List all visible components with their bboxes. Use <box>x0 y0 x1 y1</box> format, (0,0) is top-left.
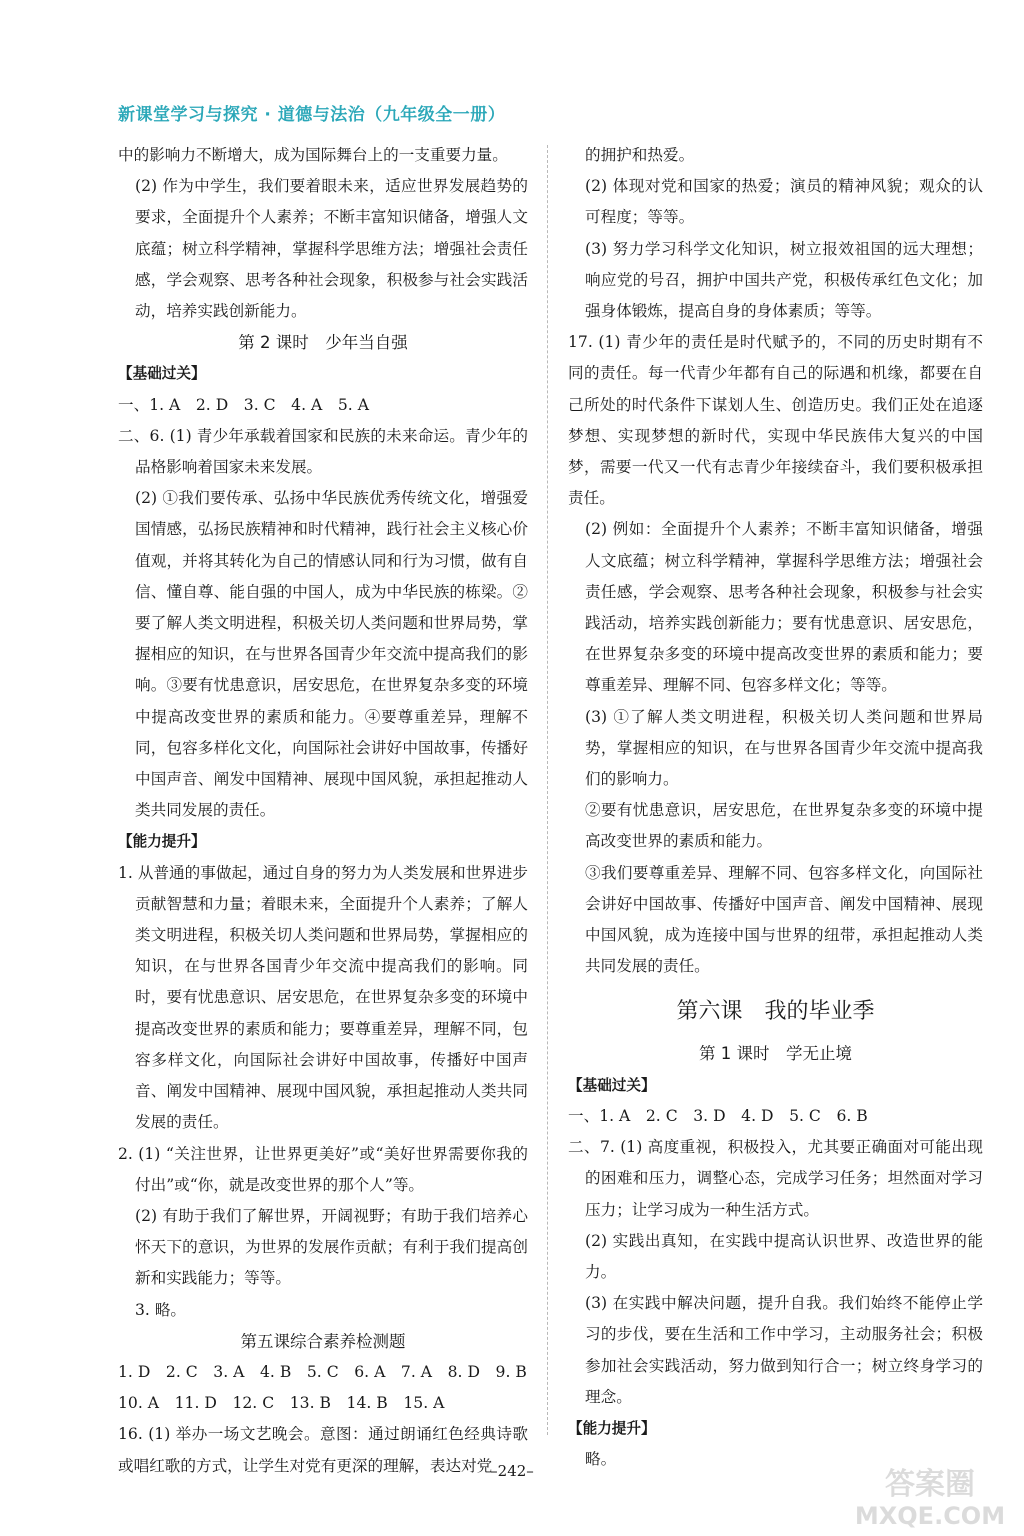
section-title: 第 1 课时 学无止境 <box>699 1044 852 1064</box>
paragraph: 一、1. A 2. D 3. C 4. A 5. A <box>118 395 369 414</box>
chapter-title: 第六课 我的毕业季 <box>676 999 875 1025</box>
paragraph: 中的影响力不断增大，成为国际舞台上的一支重要力量。 <box>118 146 508 164</box>
paragraph: 1. D 2. C 3. A 4. B 5. C 6. A 7. A 8. D 9. B <box>118 1362 527 1381</box>
paragraph: 16. (1) 举办一场文艺晚会。意图：通过朗诵红色经典诗歌或唱红歌的方式，让学生对党有更深的理解，表达对党 <box>118 1425 528 1475</box>
paragraph: 二、6. (1) 青少年承载着国家和民族的未来命运。青少年的品格影响着国家未来发展。 <box>118 426 528 477</box>
page-header: 新课堂学习与探究 · 道德与法治（九年级全一册） <box>118 105 506 125</box>
svg-text:答案圈: 答案圈 <box>885 1467 975 1502</box>
paragraph: 略。 <box>585 1450 617 1469</box>
paragraph: 1. 从普通的事做起，通过自身的努力为人类发展和世界进步贡献智慧和力量；着眼未来，全面提升个人素养；了解人类文明进程，积极关切人类问题和世界局势，掌握相应的知识，在与世界各国青少年交流中提高我们的影响。同时，要有忧患意识、居安思危，在世界复杂多变的环境中提高改变世界的素质和能力；要尊重差异，理解不同，包容多样文化，向国际社会讲好中国故事，传播好中国声音、阐发中国精神、展现中国风貌，承担起推动人类共同发展的责任。 <box>118 863 528 1132</box>
paragraph: 二、7. (1) 高度重视，积极投入，尤其要正确面对可能出现的困难和压力，调整心态，完成学习任务；坦然面对学习压力；让学习成为一种生活方式。 <box>568 1138 983 1219</box>
watermark-logo <box>840 1460 1020 1532</box>
paragraph: 10. A 11. D 12. C 13. B 14. B 15. A <box>118 1394 445 1413</box>
paragraph: (2) 作为中学生，我们要着眼未来，适应世界发展趋势的要求，全面提升个人素养；不断丰富知识储备，增强人文底蕴；树立科学精神，掌握科学思维方法；增强社会责任感，学会观察、思考各种社会现象，积极参与社会实践活动，培养实践创新能力。 <box>135 177 528 321</box>
svg-text:MXQE.COM: MXQE.COM <box>854 1502 1006 1530</box>
paragraph: ③我们要尊重差异、理解不同、包容多样文化，向国际社会讲好中国故事、传播好中国声音、阐发中国精神、展现中国风貌，成为连接中国与世界的纽带，承担起推动人类共同发展的责任。 <box>585 863 983 976</box>
paragraph: (2) ①我们要传承、弘扬中华民族优秀传统文化，增强爱国情感，弘扬民族精神和时代精神，践行社会主义核心价值观，并将其转化为自己的情感认同和行为习惯，做有自信、懂自尊、能自强的中国人，成为中华民族的栋梁。②要了解人类文明进程，积极关切人类问题和世界局势，掌握相应的知识，在与世界各国青少年交流中提高我们的影响。③要有忧患意识，居安思危，在世界复杂多变的环境中提高改变世界的素质和能力。④要尊重差异，理解不同，包容多样化文化，向国际社会讲好中国故事，传播好中国声音、阐发中国精神、展现中国风貌，承担起推动人类共同发展的责任。 <box>135 489 528 820</box>
paragraph: (3) 在实践中解决问题，提升自我。我们始终不能停止学习的步伐，要在生活和工作中学习，主动服务社会；积极参加社会实践活动，努力做到知行合一；树立终身学习的理念。 <box>585 1294 983 1406</box>
paragraph: ②要有忧患意识，居安思危，在世界复杂多变的环境中提高改变世界的素质和能力。 <box>585 801 983 851</box>
paragraph: (2) 有助于我们了解世界，开阔视野；有助于我们培养心怀天下的意识，为世界的发展作贡献；有利于我们提高创新和实践能力；等等。 <box>135 1206 528 1288</box>
paragraph: 2. (1) “关注世界，让世界更美好”或“美好世界需要你我的付出”或“你，就是改变世界的那个人”等。 <box>118 1144 528 1194</box>
section-title: 第 2 课时 少年当自强 <box>238 333 408 353</box>
column-divider <box>547 145 548 1435</box>
section-tag: 【能力提升】 <box>568 1419 656 1437</box>
right-column <box>568 140 983 1475</box>
paragraph: (3) 努力学习科学文化知识，树立报效祖国的远大理想；响应党的号召，拥护中国共产党，积极传承红色文化；加强身体锻炼，提高自身的身体素质；等等。 <box>585 239 983 321</box>
paragraph: 3. 略。 <box>135 1300 187 1319</box>
section-tag: 【能力提升】 <box>118 833 206 851</box>
paragraph: (3) ①了解人类文明进程，积极关切人类问题和世界局势，掌握相应的知识，在与世界各国青少年交流中提高我们的影响力。 <box>585 707 983 789</box>
paragraph: (2) 实践出真知，在实践中提高认识世界、改造世界的能力。 <box>585 1231 983 1281</box>
page-number: –242– <box>490 1462 534 1480</box>
paragraph: 的拥护和热爱。 <box>585 146 695 164</box>
section-title: 第五课综合素养检测题 <box>240 1331 406 1351</box>
section-tag: 【基础过关】 <box>568 1076 656 1094</box>
paragraph: (2) 体现对党和国家的热爱；演员的精神风貌；观众的认可程度；等等。 <box>585 177 983 227</box>
paragraph: 17. (1) 青少年的责任是时代赋予的，不同的历史时期有不同的责任。每一代青少年都有自己的际遇和机缘，都要在自己所处的时代条件下谋划人生、创造历史。我们正处在追逐梦想、实现梦想的新时代，实现中华民族伟大复兴的中国梦，需要一代又一代有志青少年接续奋斗，我们要积极承担责任。 <box>568 333 983 508</box>
left-column <box>118 140 528 1482</box>
paragraph: (2) 例如：全面提升个人素养；不断丰富知识储备，增强人文底蕴；树立科学精神，掌握科学思维方法；增强社会责任感，学会观察、思考各种社会现象，积极参与社会实践活动，培养实践创新能力；要有忧患意识、居安思危，在世界复杂多变的环境中提高改变世界的素质和能力；要尊重差异、理解不同、包容多样文化；等等。 <box>585 520 983 695</box>
paragraph: 一、1. A 2. C 3. D 4. D 5. C 6. B <box>568 1106 868 1125</box>
section-tag: 【基础过关】 <box>118 365 206 383</box>
